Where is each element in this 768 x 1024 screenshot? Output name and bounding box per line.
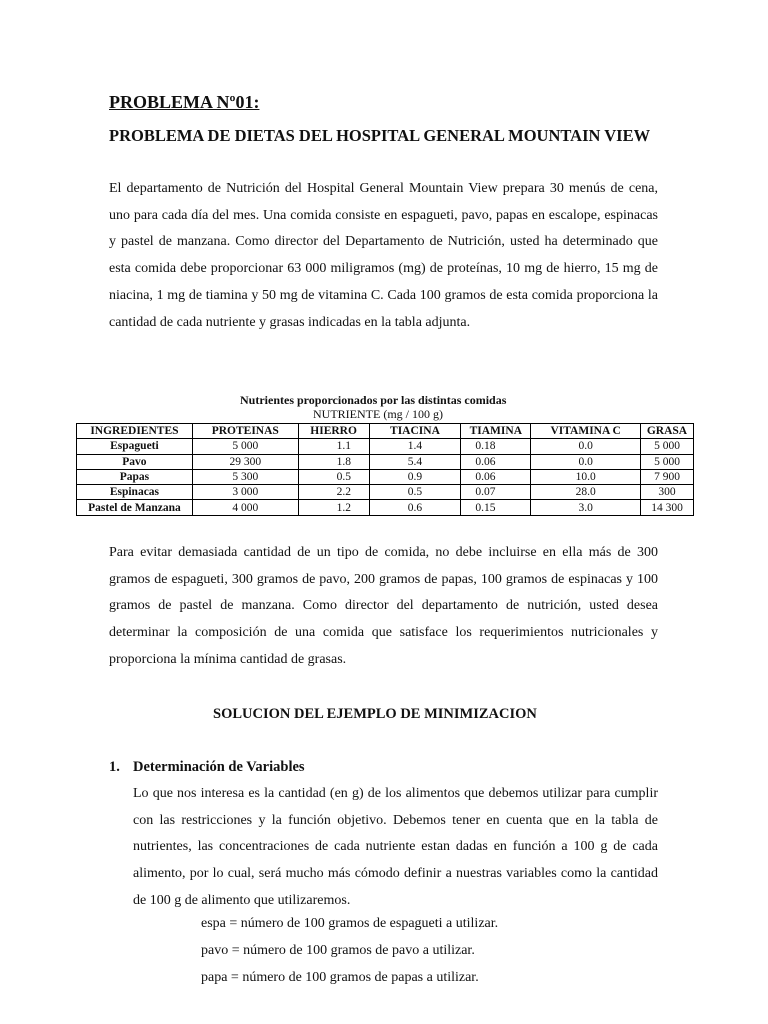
table-cell: 0.5 — [369, 485, 461, 500]
table-cell: Pavo — [77, 454, 193, 469]
table-cell: 10.0 — [531, 469, 641, 484]
nutrient-table — [76, 423, 694, 516]
table-row — [77, 469, 694, 484]
table-cell: 0.9 — [369, 469, 461, 484]
step-title: Determinación de Variables — [133, 759, 305, 775]
table-header: TIACINA — [369, 424, 461, 439]
variable-definition: pavo = número de 100 gramos de pavo a utilizar. — [201, 943, 475, 958]
table-cell: Espagueti — [77, 439, 193, 454]
table-header: VITAMINA C — [531, 424, 641, 439]
table-cell: 0.06 — [461, 454, 531, 469]
table-cell: 5.4 — [369, 454, 461, 469]
step-paragraph — [133, 781, 658, 915]
table-cell: 29 300 — [192, 454, 298, 469]
table-header: TIAMINA — [461, 424, 531, 439]
table-cell: 2.2 — [298, 485, 369, 500]
table-cell: 3.0 — [531, 500, 641, 515]
table-cell: 1.8 — [298, 454, 369, 469]
table-cell: Papas — [77, 469, 193, 484]
table-cell: 0.07 — [461, 485, 531, 500]
table-caption: Nutrientes proporcionados por las distintas comidas — [240, 393, 507, 407]
table-cell: 0.0 — [531, 454, 641, 469]
table-row — [77, 439, 694, 454]
table-cell: 0.5 — [298, 469, 369, 484]
table-cell: 1.1 — [298, 439, 369, 454]
table-cell: 0.18 — [461, 439, 531, 454]
problem-title: PROBLEMA Nº01: — [109, 92, 260, 112]
intro-paragraph-text: El departamento de Nutrición del Hospital General Mountain View prepara 30 menús de cena, uno para cada día del mes. Una comida consiste en espagueti, pavo, papas en escalope, espinacas y pastel de manzana. Como director del Departamento de Nutrición, usted ha determinado que esta comida debe proporcionar 63 000 miligramos (mg) de proteínas, 10 mg de hierro, 15 mg de niacina, 1 mg de tiamina y 50 mg de vitamina C. Cada 100 gramos de esta comida proporciona la cantidad de cada nutriente y grasas indicadas en la tabla adjunta. — [109, 181, 658, 330]
table-cell: 5 000 — [641, 439, 694, 454]
table-cell: 3 000 — [192, 485, 298, 500]
step-paragraph-text: Lo que nos interesa es la cantidad (en g) de los alimentos que debemos utilizar para cumplir con las restricciones y la función objetivo. Debemos tener en cuenta que en la tabla de nutrientes, las concentraciones de cada nutriente estan dadas en función a 100 g de cada alimento, por lo cual, será mucho más cómodo definir a nuestras variables como la cantidad de 100 g de alimento que utilizaremos. — [133, 786, 658, 908]
table-cell: 0.0 — [531, 439, 641, 454]
table-cell: 5 000 — [192, 439, 298, 454]
table-cell: 0.15 — [461, 500, 531, 515]
table-cell: Espinacas — [77, 485, 193, 500]
table-cell: 1.4 — [369, 439, 461, 454]
table-row — [77, 454, 694, 469]
table-header-row — [77, 424, 694, 439]
constraint-paragraph — [109, 540, 658, 674]
table-cell: 1.2 — [298, 500, 369, 515]
constraint-paragraph-text: Para evitar demasiada cantidad de un tipo de comida, no debe incluirse en ella más de 300 gramos de espagueti, 300 gramos de pavo, 200 gramos de papas, 100 gramos de espinacas y 100 gramos de pastel de manzana. Como director del departamento de nutrición, usted desea determinar la composición de una comida que satisface los requerimientos nutricionales y proporciona la mínima cantidad de grasas. — [109, 545, 658, 667]
table-cell: 0.6 — [369, 500, 461, 515]
step-number: 1. — [109, 759, 120, 775]
problem-subtitle: PROBLEMA DE DIETAS DEL HOSPITAL GENERAL MOUNTAIN VIEW — [109, 126, 651, 145]
variable-definition: papa = número de 100 gramos de papas a utilizar. — [201, 970, 479, 985]
variable-definition: espa = número de 100 gramos de espagueti a utilizar. — [201, 916, 499, 931]
table-cell: 5 000 — [641, 454, 694, 469]
table-header: PROTEINAS — [192, 424, 298, 439]
table-cell: Pastel de Manzana — [77, 500, 193, 515]
table-cell: 7 900 — [641, 469, 694, 484]
solution-title: SOLUCION DEL EJEMPLO DE MINIMIZACION — [213, 706, 537, 722]
table-header: INGREDIENTES — [77, 424, 193, 439]
table-header: HIERRO — [298, 424, 369, 439]
intro-paragraph — [109, 176, 658, 336]
table-row — [77, 485, 694, 500]
table-cell: 0.06 — [461, 469, 531, 484]
table-cell: 5 300 — [192, 469, 298, 484]
table-cell: 28.0 — [531, 485, 641, 500]
table-subcaption: NUTRIENTE (mg / 100 g) — [313, 407, 443, 421]
table-header: GRASA — [641, 424, 694, 439]
table-cell: 4 000 — [192, 500, 298, 515]
table-row — [77, 500, 694, 515]
table-cell: 300 — [641, 485, 694, 500]
table-cell: 14 300 — [641, 500, 694, 515]
